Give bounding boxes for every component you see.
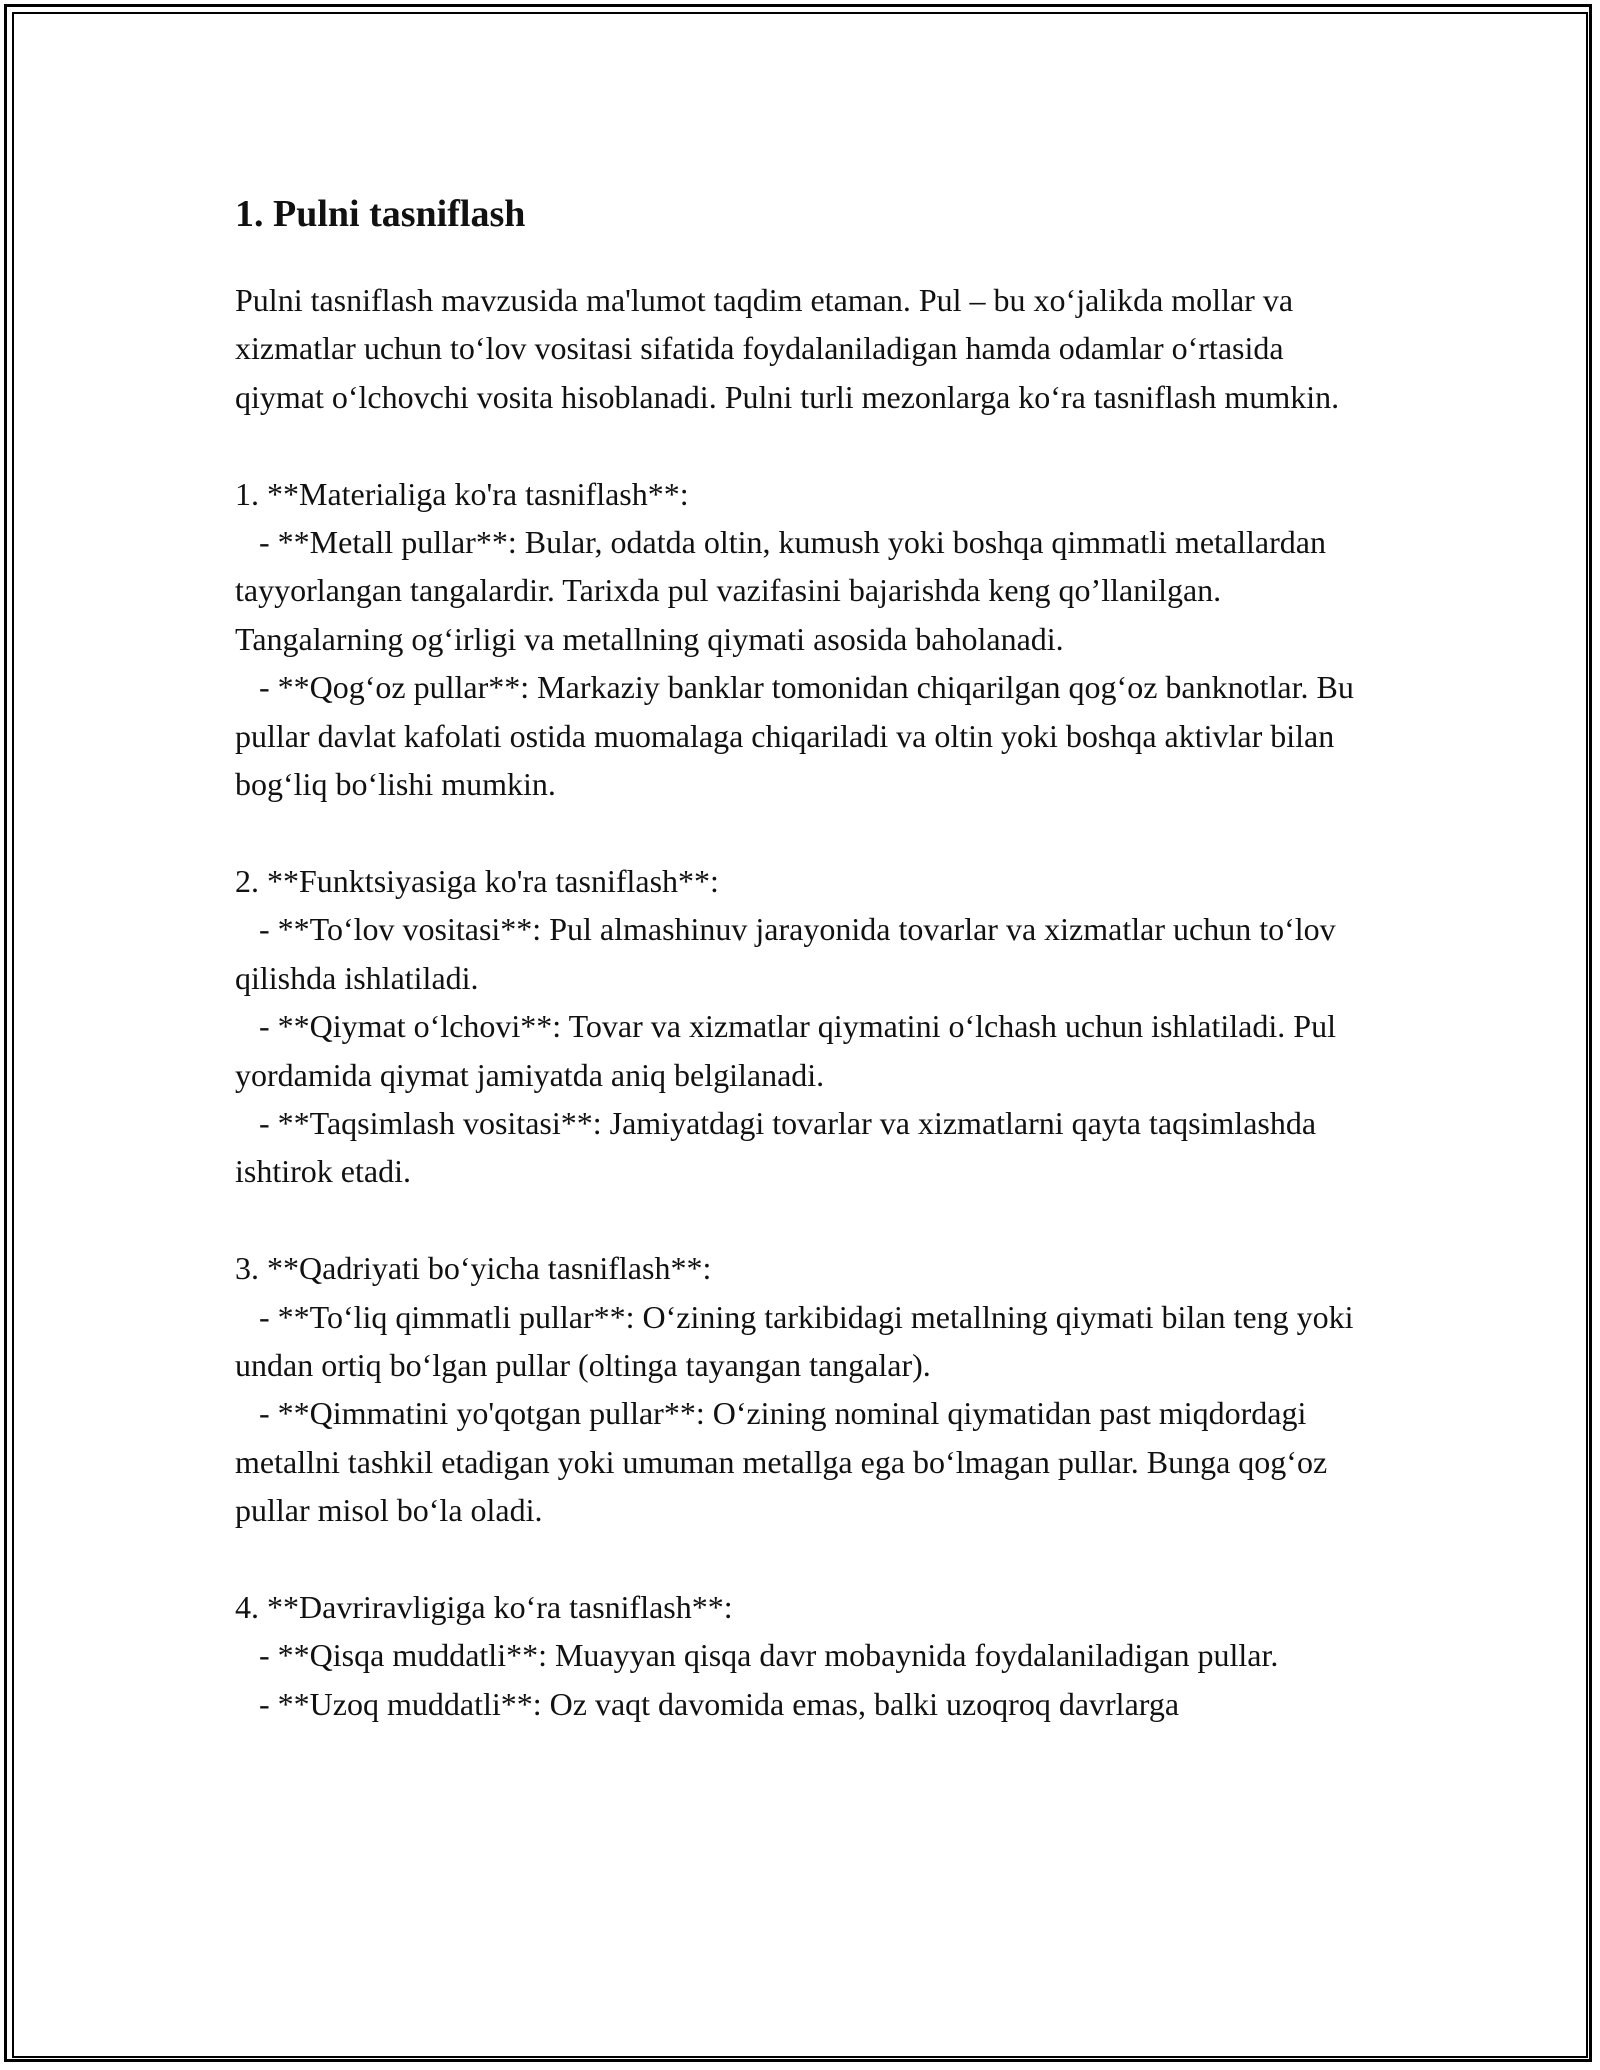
- document-body: Pulni tasniflash mavzusida ma'lumot taqdim etaman. Pul – bu xo‘jalikda mollar va xizmatlar uchun to‘lov vositasi sifatida foydalaniladigan hamda odamlar o‘rtasida qiymat o‘lchovchi vosita hisoblanadi. Pulni turli mezonlarga ko‘ra tasniflash mumkin. 1. **Materialiga ko'ra tasniflash**: - **Metall pullar**: Bular, odatda oltin, kumush yoki boshqa qimmatli metallardan tayyorlangan tangalardir. Tarixda pul vazifasini bajarishda keng qo’llanilgan. Tangalarning og‘irligi va metallning qiymati asosida baholanadi. - **Qog‘oz pullar**: Markaziy banklar tomonidan chiqarilgan qog‘oz banknotlar. Bu pullar davlat kafolati ostida muomalaga chiqariladi va oltin yoki boshqa aktivlar bilan bog‘liq bo‘lishi mumkin. 2. **Funktsiyasiga ko'ra tasniflash**: - **To‘lov vositasi**: Pul almashinuv jarayonida tovarlar va xizmatlar uchun to‘lov qilishda ishlatiladi. - **Qiymat o‘lchovi**: Tovar va xizmatlar qiymatini o‘lchash uchun ishlatiladi. Pul yordamida qiymat jamiyatda aniq belgilanadi. - **Taqsimlash vositasi**: Jamiyatdagi tovarlar va xizmatlarni qayta taqsimlashda ishtirok etadi. 3. **Qadriyati bo‘yicha tasniflash**: - **To‘liq qimmatli pullar**: O‘zining tarkibidagi metallning qiymati bilan teng yoki undan ortiq bo‘lgan pullar (oltinga tayangan tangalar). - **Qimmatini yo'qotgan pullar**: O‘zining nominal qiymatidan past miqdordagi metallni tashkil etadigan yoki umuman metallga ega bo‘lmagan pullar. Bunga qog‘oz pullar misol bo‘la oladi. 4. **Davriravligiga ko‘ra tasniflash**: - **Qisqa muddatli**: Muayyan qisqa davr mobaynida foydalaniladigan pullar. - **Uzoq muddatli**: Oz vaqt davomida emas, balki uzoqroq davrlarga: [235, 282, 1354, 1722]
- document-page: [235, 186, 1375, 1728]
- document-title: 1. Pulni tasniflash: [235, 193, 526, 235]
